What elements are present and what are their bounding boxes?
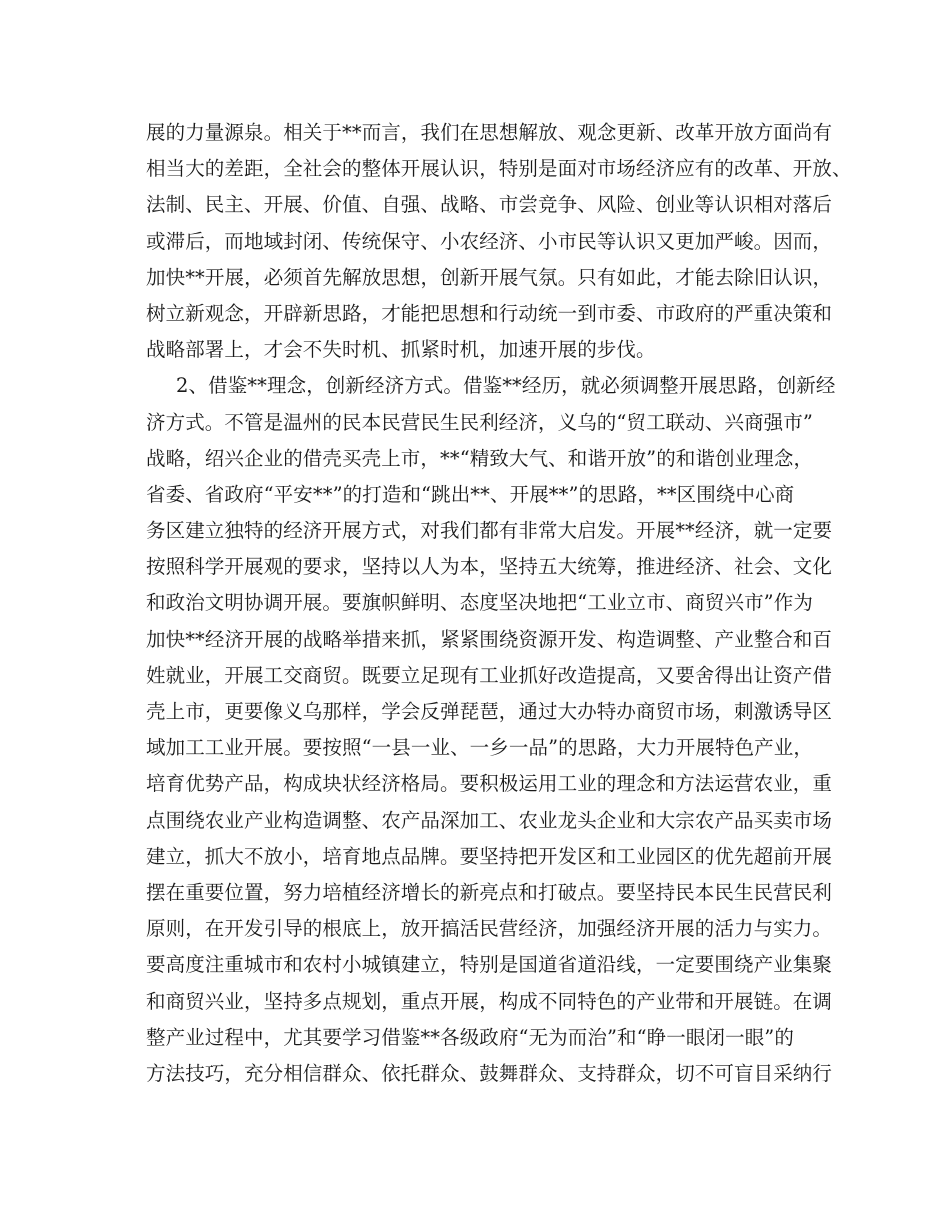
body-text [146, 115, 852, 1092]
text-line: 和政治文明协调开展。要旗帜鲜明、态度坚决地把“工业立市、商贸兴市”作为 [146, 591, 813, 615]
text-line: 方法技巧，充分相信群众、依托群众、鼓舞群众、支持群众，切不可盲目采纳行 [146, 1061, 833, 1085]
text-line: 济方式。不管是温州的民本民营民生民利经济，义乌的“贸工联动、兴商强市” [146, 410, 813, 434]
text-line: 姓就业，开展工交商贸。既要立足现有工业抓好改造提高，又要舍得出让资产借 [146, 663, 833, 687]
text-line: 和商贸兴业，坚持多点规划，重点开展，构成不同特色的产业带和开展链。在调 [146, 989, 833, 1013]
text-line: 摆在重要位置，努力培植经济增长的新亮点和打破点。要坚持民本民生民营民利 [146, 880, 833, 904]
text-line: 建立，抓大不放小，培育地点品牌。要坚持把开发区和工业园区的优先超前开展 [146, 844, 833, 868]
text-line: 树立新观念，开辟新思路，才能把思想和行动统一到市委、市政府的严重决策和 [146, 301, 833, 325]
text-line: 要高度注重城市和农村小城镇建立，特别是国道省道沿线，一定要围绕产业集聚 [146, 953, 833, 977]
text-line: 原则，在开发引导的根底上，放开搞活民营经济，加强经济开展的活力与实力。 [146, 917, 833, 941]
text-line: 法制、民主、开展、价值、自强、战略、市尝竞争、风险、创业等认识相对落后 [146, 193, 833, 217]
text-line: 点围绕农业产业构造调整、农产品深加工、农业龙头企业和大宗农产品买卖市场 [146, 808, 833, 832]
text-line: 相当大的差距，全社会的整体开展认识，特别是面对市场经济应有的改革、开放、 [146, 157, 852, 181]
text-line: 或滞后，而地域封闭、传统保守、小农经济、小市民等认识又更加严峻。因而， [146, 229, 833, 253]
text-line: 战略，绍兴企业的借壳买壳上市，**“精致大气、和谐开放”的和谐创业理念， [146, 446, 814, 470]
text-line: 战略部署上，才会不失时机、抓紧时机，加速开展的步伐。 [146, 338, 656, 362]
text-line: 域加工工业开展。要按照“一县一业、一乡一品”的思路，大力开展特色产业， [146, 736, 813, 760]
text-line: 加快**开展，必须首先解放思想，创新开展气氛。只有如此，才能去除旧认识， [146, 265, 833, 289]
paragraph-start-line: 2、借鉴**理念，创新经济方式。借鉴**经历，就必须调整开展思路，创新经 [176, 374, 836, 398]
text-line: 加快**经济开展的战略举措来抓，紧紧围绕资源开发、构造调整、产业整合和百 [146, 627, 833, 651]
text-line: 省委、省政府“平安**”的打造和“跳出**、开展**”的思路，**区围绕中心商 [146, 482, 795, 506]
text-line: 按照科学开展观的要求，坚持以人为本，坚持五大统筹，推进经济、社会、文化 [146, 555, 833, 579]
text-line: 培育优势产品，构成块状经济格局。要积极运用工业的理念和方法运营农业，重 [146, 772, 833, 796]
text-line: 务区建立独特的经济开展方式，对我们都有非常大启发。开展**经济，就一定要 [146, 519, 833, 543]
text-line: 壳上市，更要像义乌那样，学会反弹琵琶，通过大办特办商贸市场，刺激诱导区 [146, 700, 833, 723]
text-line: 展的力量源泉。相关于**而言，我们在思想解放、观念更新、改革开放方面尚有 [146, 121, 833, 144]
text-line: 整产业过程中，尤其要学习借鉴**各级政府“无为而治”和“睁一眼闭一眼”的 [146, 1025, 794, 1049]
